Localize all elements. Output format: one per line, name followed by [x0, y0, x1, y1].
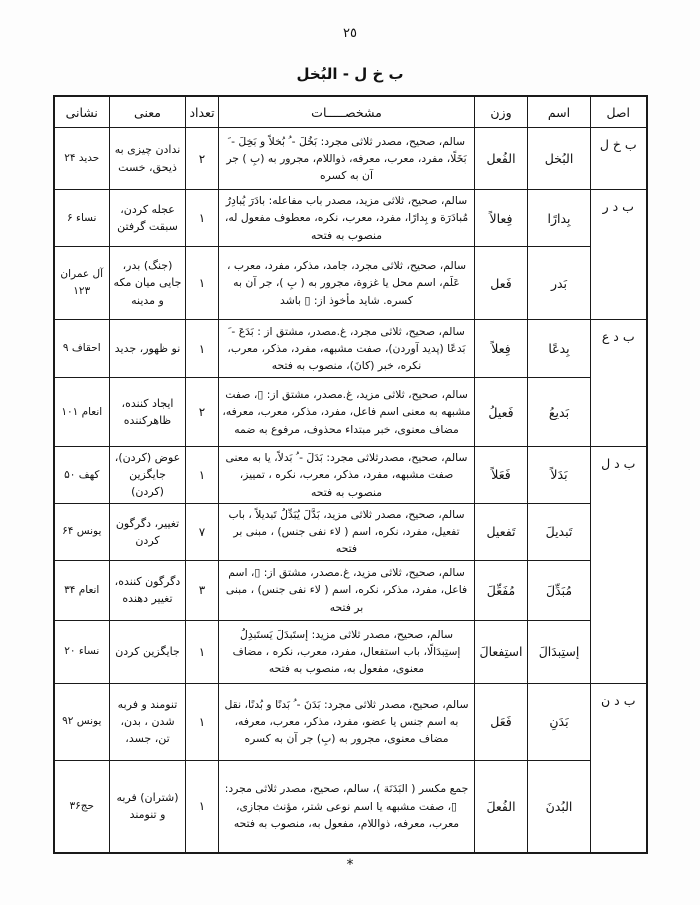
- header-root: اصل: [591, 96, 647, 128]
- table-row: [54, 760, 647, 853]
- header-meaning: معنی: [110, 96, 186, 128]
- cell-pattern: فَعیلُ: [475, 378, 528, 447]
- cell-meaning: دگرگون کننده، تغییر دهنده: [110, 560, 186, 620]
- cell-meaning: جایگزین کردن: [110, 620, 186, 683]
- cell-specs: جمع مکسر ( البَدَنَة )، سالم، صحیح، مصدر ثلاثی مجرد: ▯، صفت مشبهه یا اسم نوعی شتر، مؤنث مجازی، معرب، معرفه، ذواللام، مفعول به، منصوب به فتحه: [219, 760, 475, 853]
- table-row: [54, 560, 647, 620]
- cell-meaning: ندادن چیزی به ذیحق، خست: [110, 128, 186, 190]
- cell-name: بَدر: [528, 247, 591, 320]
- table-row: [54, 503, 647, 560]
- cell-pattern: استِفعالَ: [475, 620, 528, 683]
- cell-count: ٢: [186, 128, 219, 190]
- cell-meaning: عجله کردن، سبقت گرفتن: [110, 190, 186, 247]
- footnote-asterisk: *: [346, 857, 354, 874]
- page-title: ب خ ل - البُخل: [296, 65, 404, 83]
- cell-specs: سالم، صحیح، ثلاثی مزید، غ.مصدر، مشتق از: ▯، اسم فاعل، مفرد، مذکر، نکره، اسم ( لاء نفی جنس) ، مبنی بر فتحه: [219, 560, 475, 620]
- cell-specs: سالم، صحیح، ثلاثی مزید، مصدر باب مفاعله: بادَرَ یُبادِرُ مُبادَرَة و بِدارًا، مفرد، معرب، نکره، معطوف مفعول له، منصوب به فتحه: [219, 190, 475, 247]
- cell-pattern: تَفعیل: [475, 503, 528, 560]
- cell-count: ١: [186, 190, 219, 247]
- cell-meaning: تنومند و فربه شدن ، بدن، تن، جسد،: [110, 683, 186, 760]
- cell-name: إستِبدَالَ: [528, 620, 591, 683]
- cell-root: ب د ع: [591, 320, 647, 447]
- cell-meaning: تغییر، دگرگون کردن: [110, 503, 186, 560]
- cell-specs: سالم، صحیح، مصدر ثلاثی مزید، بَدَّلَ یُبَدِّلُ تَبدیلاً ، باب تفعیل، مفرد، نکره، اسم ( لاء نفی جنس) ، مبنی بر فتحه: [219, 503, 475, 560]
- cell-reference: احقاف ٩: [54, 320, 110, 378]
- cell-specs: سالم، صحیح، ثلاثی مجرد، جامد، مذکر، مفرد، معرب ، عَلَم، اسم محل یا غزوة، مجرور به ( بِ )، جر آن به کسره. شاید مأخوذ از: ▯ باشد: [219, 247, 475, 320]
- cell-name: بَدَلاً: [528, 447, 591, 504]
- table-row: [54, 683, 647, 760]
- cell-reference: یونس ۶۴: [54, 503, 110, 560]
- cell-count: ١: [186, 683, 219, 760]
- table-row: [54, 620, 647, 683]
- cell-root: ب د ر: [591, 190, 647, 320]
- cell-pattern: فِعلاً: [475, 320, 528, 378]
- header-name: اسم: [528, 96, 591, 128]
- cell-meaning: ایجاد کننده، ظاهرکننده: [110, 378, 186, 447]
- cell-meaning: (شتران) فربه و تنومند: [110, 760, 186, 853]
- cell-reference: انعام ٣۴: [54, 560, 110, 620]
- table-row: [54, 378, 647, 447]
- table-row: [54, 190, 647, 247]
- cell-reference: حج۳۶: [54, 760, 110, 853]
- table-row: [54, 128, 647, 190]
- cell-count: ١: [186, 447, 219, 504]
- cell-count: ١: [186, 760, 219, 853]
- cell-pattern: مُفَعِّلَ: [475, 560, 528, 620]
- cell-reference: نساء ۶: [54, 190, 110, 247]
- cell-pattern: فَعَل: [475, 683, 528, 760]
- cell-count: ٧: [186, 503, 219, 560]
- cell-reference: نساء ٢٠: [54, 620, 110, 683]
- cell-name: تَبدیلَ: [528, 503, 591, 560]
- cell-pattern: فَعَلاً: [475, 447, 528, 504]
- cell-reference: آل عمران ١٢٣: [54, 247, 110, 320]
- cell-specs: سالم، صحیح، مصدر ثلاثی مزید: إستَبدَلَ یَستَبدِلُ إستِبدَالًا، باب استفعال، مفرد، معرب، نکره ، مضاف معنوی، مفعول به، منصوب به فتحه: [219, 620, 475, 683]
- header-specs: مشخصـــــات: [219, 96, 475, 128]
- cell-name: البُخل: [528, 128, 591, 190]
- cell-root: ب د ن: [591, 683, 647, 853]
- cell-reference: کهف ۵٠: [54, 447, 110, 504]
- cell-meaning: نو ظهور، جدید: [110, 320, 186, 378]
- cell-root: ب د ل: [591, 447, 647, 684]
- cell-name: البُدنَ: [528, 760, 591, 853]
- cell-pattern: الفُعل: [475, 128, 528, 190]
- header-reference: نشانی: [54, 96, 110, 128]
- cell-name: بَدَنِ: [528, 683, 591, 760]
- cell-specs: سالم، صحیح، مصدرثلاثی مجرد: بَدَلَ - ُ بَدلاً، یا به معنی صفت مشبهه، مفرد، مذکر، معرب، نکره ، تمییز، منصوب به فتحه: [219, 447, 475, 504]
- cell-pattern: فِعالاً: [475, 190, 528, 247]
- page-number: ٢٥: [343, 26, 357, 41]
- cell-pattern: الفُعلَ: [475, 760, 528, 853]
- table-row: [54, 320, 647, 378]
- cell-count: ١: [186, 320, 219, 378]
- cell-root: ب خ ل: [591, 128, 647, 190]
- cell-reference: انعام ١٠١: [54, 378, 110, 447]
- header-count: تعداد: [186, 96, 219, 128]
- cell-count: ١: [186, 620, 219, 683]
- cell-specs: سالم، صحیح، مصدر ثلاثی مجرد: بَدَنَ - ُ بَدنًا و بُدنًا، نقل به اسم جنس یا عضو، مفرد، مذکر، معرب، معرفه، مضاف معنوی، مجرور به (بِ) جر آن به کسره: [219, 683, 475, 760]
- lexicon-table: [53, 95, 648, 854]
- header-pattern: وزن: [475, 96, 528, 128]
- cell-name: بِدعًا: [528, 320, 591, 378]
- header-row: [54, 96, 647, 128]
- cell-count: ٣: [186, 560, 219, 620]
- cell-count: ١: [186, 247, 219, 320]
- cell-specs: سالم، صحیح، مصدر ثلاثی مجرد: بَخُلَ - ُ بُخلاً و بَخِلَ - َ بَخَلًا، مفرد، معرب، معرفه، ذواللام، مجرور به (بِ ) جر آن به کسره: [219, 128, 475, 190]
- cell-name: بَدیعُ: [528, 378, 591, 447]
- table-row: [54, 247, 647, 320]
- cell-specs: سالم، صحیح، ثلاثی مجرد، غ.مصدر، مشتق از : بَدَعَ - َ بَدعًا (پدید آوردن)، صفت مشبهه، مفرد، مذکر، معرب، نکره، خبر (کانَ)، منصوب به فتحه: [219, 320, 475, 378]
- cell-reference: حدید ٢۴: [54, 128, 110, 190]
- table-row: [54, 447, 647, 504]
- cell-meaning: (جنگ) بدر، جایی میان مکه و مدینه: [110, 247, 186, 320]
- cell-name: بِدارًا: [528, 190, 591, 247]
- cell-meaning: عوض (کردن)، جایگزین (کردن): [110, 447, 186, 504]
- cell-count: ٢: [186, 378, 219, 447]
- cell-specs: سالم، صحیح، ثلاثی مزید، غ.مصدر، مشتق از: ▯، صفت مشبهه به معنی اسم فاعل، مفرد، مذکر، معرب، معرفه، مضاف معنوی، خبر مبتداء محذوف، مرفوع به ضمه: [219, 378, 475, 447]
- cell-reference: یونس ٩٢: [54, 683, 110, 760]
- cell-pattern: فَعل: [475, 247, 528, 320]
- cell-name: مُبَدِّلَ: [528, 560, 591, 620]
